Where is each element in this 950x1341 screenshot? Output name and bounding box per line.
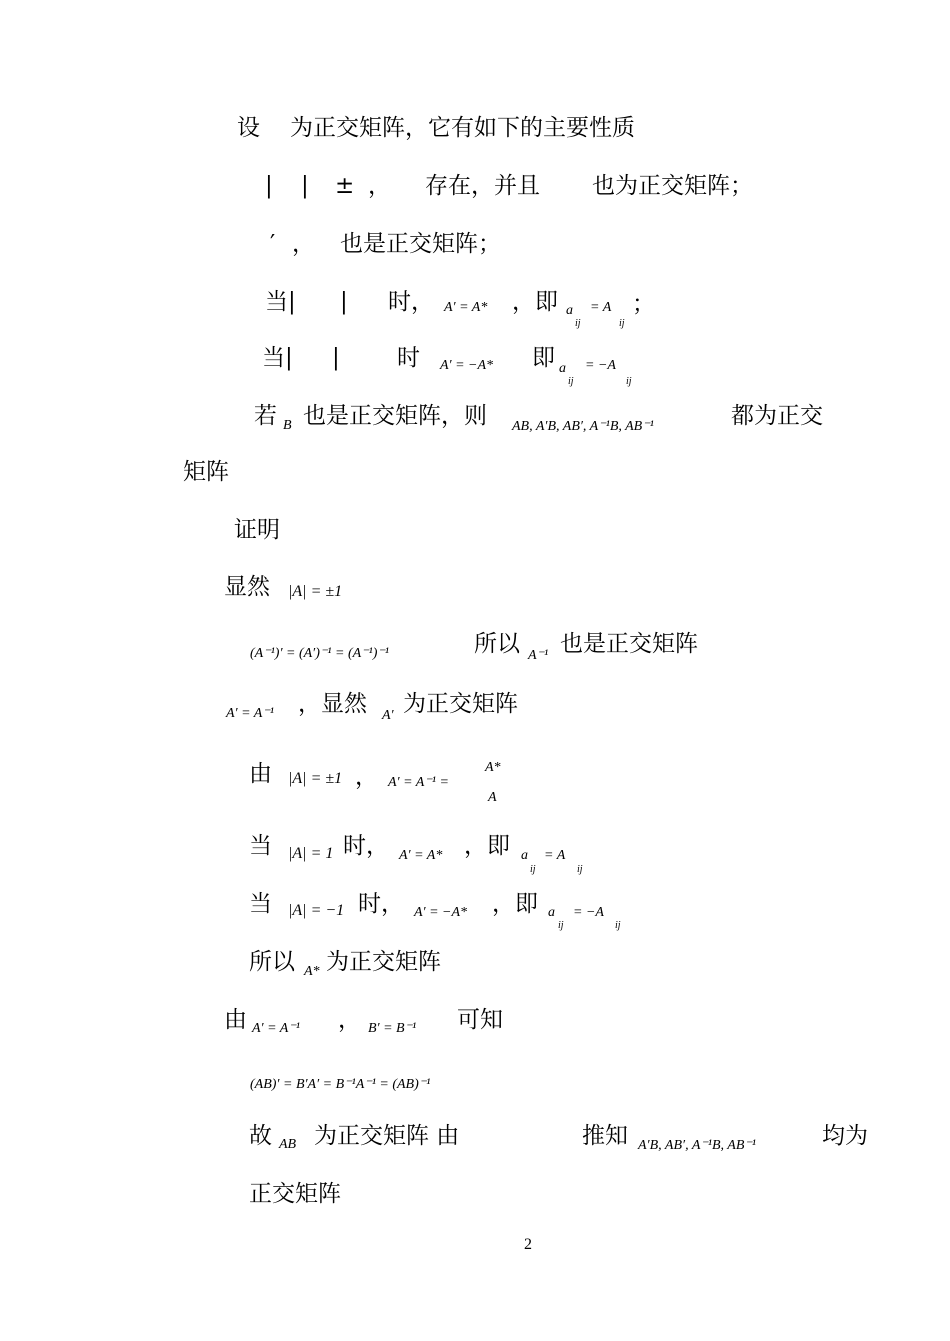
p5-formula: AB, A′B, AB′, A⁻¹B, AB⁻¹	[512, 419, 654, 434]
p3-semicolon: ；	[632, 291, 655, 317]
q11-text: 正交矩阵	[249, 1181, 341, 1207]
q7-Astar: A*	[304, 964, 320, 979]
q4-by: 由	[249, 761, 272, 787]
q4-formula: |A| = ±1	[288, 770, 343, 787]
p2-text: 也是正交矩阵；	[340, 231, 501, 257]
q3-Aprime: A′	[382, 708, 394, 723]
p3-time: 时，	[388, 289, 434, 315]
q4-numerator: A*	[485, 760, 501, 775]
p4-A: = −A	[585, 358, 616, 373]
q10-formula: A′B, AB′, A⁻¹B, AB⁻¹	[638, 1138, 756, 1153]
q5-when: 当	[249, 833, 272, 859]
q10-infer: 推知	[582, 1123, 628, 1149]
p1-comma: ，	[368, 173, 391, 199]
p4-a: a	[559, 361, 566, 376]
q7-therefore: 所以	[249, 949, 295, 975]
p4-a-sub: ij	[568, 376, 574, 387]
p3-a: a	[566, 303, 573, 318]
q6-a: a	[548, 905, 555, 920]
q2-formula: (A⁻¹)′ = (A′)⁻¹ = (A⁻¹)⁻¹	[250, 646, 389, 661]
q6-formula2: A′ = −A*	[414, 905, 468, 920]
p2-prime: ′	[270, 231, 276, 257]
q2-therefore: 所以	[474, 631, 520, 657]
p4-bar: |	[332, 345, 340, 371]
q1-obviously: 显然	[224, 574, 270, 600]
q8-formula2: B′ = B⁻¹	[368, 1021, 417, 1036]
q5-a: a	[521, 848, 528, 863]
p3-ie: ，即	[512, 289, 558, 315]
q5-A: = A	[544, 848, 566, 863]
p3-A-sub: ij	[619, 318, 625, 329]
q10-all: 均为	[822, 1123, 868, 1149]
p1-text-b: 也为正交矩阵；	[592, 173, 753, 199]
q10-AB: AB	[279, 1137, 297, 1152]
q10-hence: 故	[249, 1123, 272, 1149]
p4-ie: 即	[532, 345, 555, 371]
q3-obviously: ，显然	[298, 691, 367, 717]
q8-known: 可知	[457, 1007, 503, 1033]
q5-a-sub: ij	[530, 864, 536, 875]
intro-prefix: 设	[237, 115, 260, 141]
q7-text: 为正交矩阵	[326, 949, 441, 975]
q6-time: 时，	[358, 891, 404, 917]
p4-time: 时	[397, 345, 420, 371]
p2-comma: ，	[292, 231, 315, 257]
p1-bar-right: |	[301, 173, 309, 199]
q2-text: 也是正交矩阵	[560, 631, 698, 657]
p1-bar-left: |	[265, 173, 273, 199]
q8-by: 由	[224, 1007, 247, 1033]
q8-comma: ，	[338, 1007, 361, 1033]
p4-A-sub: ij	[626, 376, 632, 387]
q4-denominator: A	[488, 790, 497, 805]
q3-text: 为正交矩阵	[403, 691, 518, 717]
p5-matrix: 矩阵	[183, 459, 229, 485]
q6-A-sub: ij	[615, 920, 621, 931]
q2-Ainv: A⁻¹	[528, 648, 549, 663]
q6-a-sub: ij	[558, 920, 564, 931]
p3-bar: |	[340, 289, 348, 315]
p1-text-a: 存在，并且	[425, 173, 540, 199]
q6-A: = −A	[573, 905, 604, 920]
q4-comma: ，	[355, 764, 378, 790]
p3-a-sub: ij	[575, 318, 581, 329]
q6-when: 当	[249, 891, 272, 917]
q5-formula2: A′ = A*	[399, 848, 443, 863]
page-number: 2	[524, 1236, 532, 1253]
q9-formula: (AB)′ = B′A′ = B⁻¹A⁻¹ = (AB)⁻¹	[250, 1077, 431, 1092]
q5-A-sub: ij	[577, 864, 583, 875]
q10-text: 为正交矩阵 由	[314, 1123, 460, 1149]
p3-A: = A	[590, 300, 612, 315]
q8-formula1: A′ = A⁻¹	[252, 1021, 300, 1036]
p5-tail: 都为正交	[731, 403, 823, 429]
q6-ie: ，即	[492, 891, 538, 917]
p3-formula: A′ = A*	[444, 300, 488, 315]
q1-formula: |A| = ±1	[288, 583, 343, 600]
q3-formula: A′ = A⁻¹	[226, 706, 274, 721]
p1-plusminus: ±	[335, 173, 355, 199]
q5-formula: |A| = 1	[288, 845, 334, 862]
p4-formula: A′ = −A*	[440, 358, 494, 373]
p3-when: 当|	[265, 289, 296, 315]
p4-when: 当|	[262, 345, 293, 371]
q4-formula2: A′ = A⁻¹ =	[388, 775, 449, 790]
proof-heading: 证明	[234, 517, 280, 543]
p5-text: 也是正交矩阵，则	[303, 403, 487, 429]
intro-text: 为正交矩阵，它有如下的主要性质	[290, 115, 635, 141]
q6-formula: |A| = −1	[288, 902, 345, 919]
q5-time: 时，	[343, 833, 389, 859]
p5-B: B	[283, 418, 292, 433]
p5-if: 若	[254, 403, 277, 429]
q5-ie: ，即	[464, 833, 510, 859]
